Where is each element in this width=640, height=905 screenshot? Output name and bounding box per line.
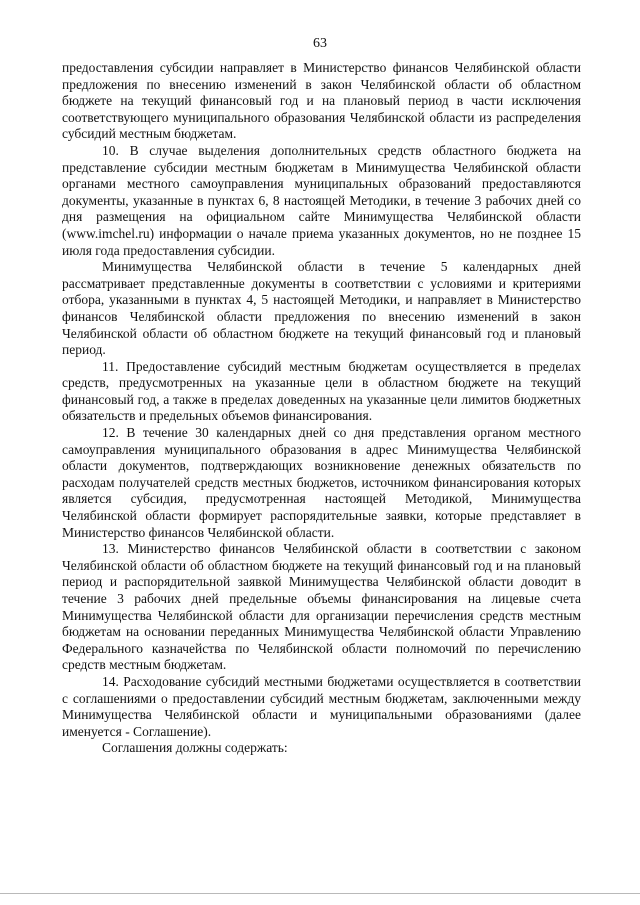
page-bottom-divider xyxy=(0,893,640,894)
paragraph-item-10: 10. В случае выделения дополнительных средств областного бюджета на представление субсидии местным бюджетам в Минимущества Челябинской области органами местного самоуправления муниципальных образований предоставляются документы, указанные в пунктах 6, 8 настоящей Методики, в течение 3 рабочих дней со дня размещения на официальном сайте Минимущества Челябинской области (www.imchel.ru) информации о начале приема указанных документов, но не позднее 15 июля года предоставления субсидии. xyxy=(62,142,581,258)
paragraph-item-11: 11. Предоставление субсидий местным бюджетам осуществляется в пределах средств, предусмотренных на указанные цели в областном бюджете на текущий финансовый год, а также в пределах доведенных на указанные цели лимитов бюджетных обязательств и предельных объемов финансирования. xyxy=(62,358,581,424)
paragraph-item-14: 14. Расходование субсидий местными бюджетами осуществляется в соответствии с соглашениями о предоставлении субсидий местным бюджетам, заключенными между Минимущества Челябинской области и муниципальными образованиями (далее именуется - Соглашение). xyxy=(62,673,581,739)
paragraph-review: Минимущества Челябинской области в течение 5 календарных дней рассматривает представленные документы в соответствии с условиями и критериями отбора, указанными в пунктах 4, 5 настоящей Методики, и направляет в Министерство финансов Челябинской области предложения по внесению изменений в закон Челябинской области об областном бюджете на текущий финансовый год и плановый период. xyxy=(62,259,581,358)
paragraph-item-12: 12. В течение 30 календарных дней со дня представления органом местного самоуправления муниципального образования в адрес Минимущества Челябинской области документов, подтверждающих возникновение денежных обязательств по расходам получателей средств местных бюджетов, источником финансирования которых является субсидия, предусмотренная настоящей Методикой, Минимущества Челябинской области формирует распорядительные заявки, которые представляет в Министерство финансов Челябинской области. xyxy=(62,425,581,540)
page-number: 63 xyxy=(313,36,327,51)
paragraph-continuation: предоставления субсидии направляет в Министерство финансов Челябинской области предложения по внесению изменений в закон Челябинской области об областном бюджете на текущий финансовый год и на плановый период в части исключения соответствующего муниципального образования Челябинской области из распределения субсидий местным бюджетам. xyxy=(62,60,581,142)
paragraph-item-13: 13. Министерство финансов Челябинской области в соответствии с законом Челябинской области об областном бюджете на текущий финансовый год и на плановый период и распорядительной заявкой Минимущества Челябинской области доводит в течение 3 рабочих дней предельные объемы финансирования на лицевые счета Минимущества Челябинской области для организации перечисления средств местным бюджетам на основании переданных Минимущества Челябинской области Управлению Федерального казначейства по Челябинской области полномочий по перечислению средств местным бюджетам. xyxy=(62,541,581,673)
document-body xyxy=(62,60,581,757)
paragraph-agreements: Соглашения должны содержать: xyxy=(102,740,288,756)
